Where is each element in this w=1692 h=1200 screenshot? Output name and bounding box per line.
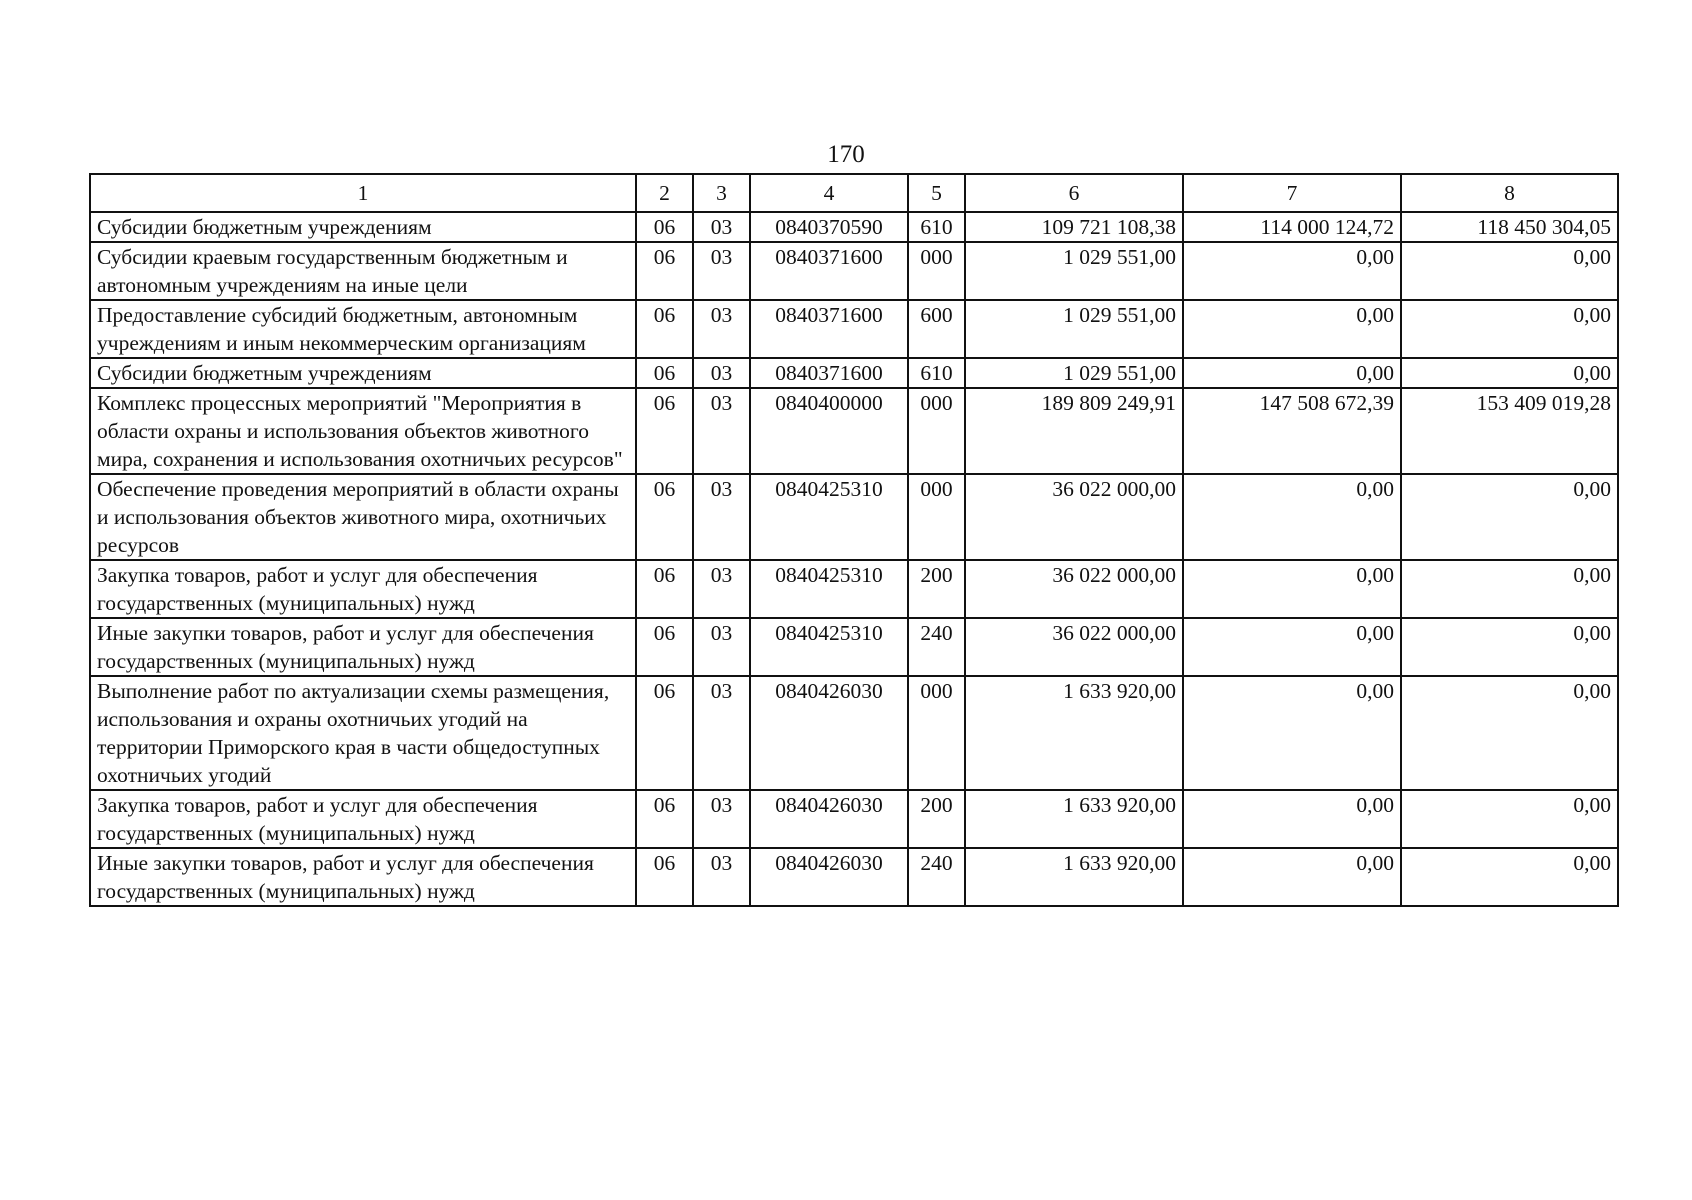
row-amount-col7: 147 508 672,39 (1183, 388, 1401, 474)
row-amount-col6: 36 022 000,00 (965, 618, 1183, 676)
table-row (90, 848, 1618, 906)
row-name: Комплекс процессных мероприятий "Мероприятия в области охраны и использования объектов животного мира, сохранения и использования охотничьих ресурсов" (90, 388, 636, 474)
row-amount-col7: 0,00 (1183, 560, 1401, 618)
row-section: 06 (636, 242, 693, 300)
header-col-1: 1 (90, 174, 636, 212)
row-section: 06 (636, 474, 693, 560)
row-amount-col6: 1 633 920,00 (965, 848, 1183, 906)
row-amount-col7: 0,00 (1183, 474, 1401, 560)
row-section: 06 (636, 790, 693, 848)
row-expense-type: 200 (908, 790, 965, 848)
row-target-code: 0840426030 (750, 676, 908, 790)
row-amount-col6: 36 022 000,00 (965, 474, 1183, 560)
header-col-3: 3 (693, 174, 750, 212)
row-subsection: 03 (693, 300, 750, 358)
row-subsection: 03 (693, 790, 750, 848)
table-row (90, 618, 1618, 676)
header-col-5: 5 (908, 174, 965, 212)
row-target-code: 0840371600 (750, 300, 908, 358)
row-amount-col7: 0,00 (1183, 242, 1401, 300)
row-amount-col6: 1 029 551,00 (965, 358, 1183, 388)
row-expense-type: 610 (908, 358, 965, 388)
table-row (90, 358, 1618, 388)
row-subsection: 03 (693, 560, 750, 618)
row-expense-type: 240 (908, 848, 965, 906)
row-expense-type: 200 (908, 560, 965, 618)
row-name: Субсидии бюджетным учреждениям (90, 212, 636, 242)
row-amount-col6: 1 029 551,00 (965, 242, 1183, 300)
row-amount-col6: 1 029 551,00 (965, 300, 1183, 358)
row-target-code: 0840425310 (750, 474, 908, 560)
row-subsection: 03 (693, 242, 750, 300)
row-subsection: 03 (693, 212, 750, 242)
row-amount-col8: 0,00 (1401, 790, 1618, 848)
row-name: Иные закупки товаров, работ и услуг для обеспечения государственных (муниципальных) нужд (90, 618, 636, 676)
row-name: Иные закупки товаров, работ и услуг для обеспечения государственных (муниципальных) нужд (90, 848, 636, 906)
row-amount-col8: 0,00 (1401, 676, 1618, 790)
row-amount-col8: 153 409 019,28 (1401, 388, 1618, 474)
row-amount-col7: 0,00 (1183, 790, 1401, 848)
row-name: Выполнение работ по актуализации схемы размещения, использования и охраны охотничьих угодий на территории Приморского края в части общедоступных охотничьих угодий (90, 676, 636, 790)
row-target-code: 0840370590 (750, 212, 908, 242)
row-expense-type: 610 (908, 212, 965, 242)
row-amount-col6: 36 022 000,00 (965, 560, 1183, 618)
header-col-6: 6 (965, 174, 1183, 212)
row-expense-type: 240 (908, 618, 965, 676)
row-expense-type: 000 (908, 242, 965, 300)
row-section: 06 (636, 212, 693, 242)
row-amount-col7: 0,00 (1183, 848, 1401, 906)
row-name: Закупка товаров, работ и услуг для обеспечения государственных (муниципальных) нужд (90, 560, 636, 618)
row-amount-col7: 0,00 (1183, 676, 1401, 790)
row-section: 06 (636, 358, 693, 388)
row-section: 06 (636, 560, 693, 618)
header-col-2: 2 (636, 174, 693, 212)
row-section: 06 (636, 300, 693, 358)
row-target-code: 0840426030 (750, 790, 908, 848)
row-section: 06 (636, 618, 693, 676)
row-amount-col8: 0,00 (1401, 358, 1618, 388)
table-row (90, 676, 1618, 790)
row-amount-col8: 0,00 (1401, 242, 1618, 300)
row-section: 06 (636, 676, 693, 790)
row-amount-col7: 114 000 124,72 (1183, 212, 1401, 242)
row-amount-col8: 0,00 (1401, 474, 1618, 560)
table-row (90, 300, 1618, 358)
row-target-code: 0840371600 (750, 358, 908, 388)
row-amount-col7: 0,00 (1183, 300, 1401, 358)
row-target-code: 0840371600 (750, 242, 908, 300)
header-col-8: 8 (1401, 174, 1618, 212)
header-row (90, 174, 1618, 212)
row-subsection: 03 (693, 848, 750, 906)
row-section: 06 (636, 388, 693, 474)
row-expense-type: 000 (908, 388, 965, 474)
table-row (90, 212, 1618, 242)
table-row (90, 388, 1618, 474)
row-expense-type: 000 (908, 676, 965, 790)
row-target-code: 0840425310 (750, 560, 908, 618)
row-expense-type: 600 (908, 300, 965, 358)
table-row (90, 242, 1618, 300)
row-subsection: 03 (693, 474, 750, 560)
row-target-code: 0840425310 (750, 618, 908, 676)
table-body (90, 212, 1618, 906)
row-amount-col8: 0,00 (1401, 618, 1618, 676)
row-target-code: 0840400000 (750, 388, 908, 474)
row-amount-col7: 0,00 (1183, 618, 1401, 676)
row-name: Субсидии краевым государственным бюджетным и автономным учреждениям на иные цели (90, 242, 636, 300)
table-row (90, 474, 1618, 560)
row-subsection: 03 (693, 358, 750, 388)
row-expense-type: 000 (908, 474, 965, 560)
row-subsection: 03 (693, 388, 750, 474)
table-row (90, 560, 1618, 618)
row-subsection: 03 (693, 676, 750, 790)
row-amount-col6: 1 633 920,00 (965, 676, 1183, 790)
row-amount-col6: 109 721 108,38 (965, 212, 1183, 242)
row-target-code: 0840426030 (750, 848, 908, 906)
table-row (90, 790, 1618, 848)
row-amount-col6: 1 633 920,00 (965, 790, 1183, 848)
row-amount-col6: 189 809 249,91 (965, 388, 1183, 474)
table-header (90, 174, 1618, 212)
row-name: Предоставление субсидий бюджетным, автономным учреждениям и иным некоммерческим организациям (90, 300, 636, 358)
row-amount-col7: 0,00 (1183, 358, 1401, 388)
page-number: 170 (827, 141, 865, 168)
row-amount-col8: 0,00 (1401, 300, 1618, 358)
row-amount-col8: 0,00 (1401, 560, 1618, 618)
row-name: Обеспечение проведения мероприятий в области охраны и использования объектов животного мира, охотничьих ресурсов (90, 474, 636, 560)
header-col-4: 4 (750, 174, 908, 212)
row-amount-col8: 118 450 304,05 (1401, 212, 1618, 242)
budget-table (89, 173, 1619, 907)
row-amount-col8: 0,00 (1401, 848, 1618, 906)
header-col-7: 7 (1183, 174, 1401, 212)
row-section: 06 (636, 848, 693, 906)
row-name: Субсидии бюджетным учреждениям (90, 358, 636, 388)
row-name: Закупка товаров, работ и услуг для обеспечения государственных (муниципальных) нужд (90, 790, 636, 848)
row-subsection: 03 (693, 618, 750, 676)
